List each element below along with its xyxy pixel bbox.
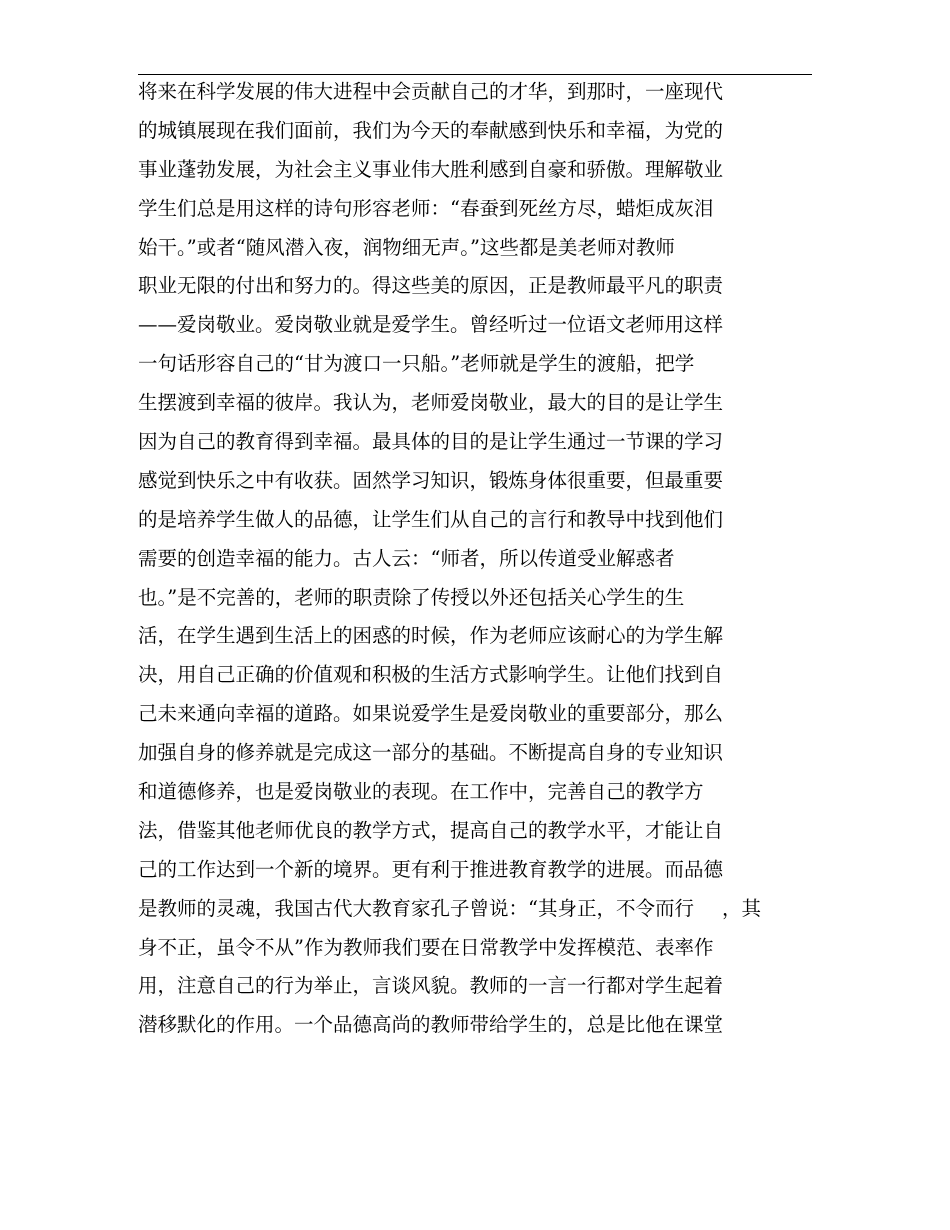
- text-line-20: 法，借鉴其他老师优良的教学方式，提高自己的教学水平，才能让自: [138, 818, 724, 842]
- text-line-21: 己的工作达到一个新的境界。更有利于推进教育教学的进展。而品德: [138, 857, 724, 881]
- text-line-23: 身不正，虽令不从”作为教师我们要在日常教学中发挥模范、表率作: [138, 935, 714, 959]
- text-line-12: 的是培养学生做人的品德，让学生们从自己的言行和教导中找到他们: [138, 507, 724, 531]
- text-line-13: 需要的创造幸福的能力。古人云：“师者，所以传道受业解惑者: [138, 546, 675, 570]
- text-line-22-tail: ，其: [721, 896, 761, 920]
- text-line-1: 将来在科学发展的伟大进程中会贡献自己的才华，到那时，一座现代: [138, 80, 724, 103]
- text-line-4: 学生们总是用这样的诗句形容老师：“春蚕到死丝方尽，蜡炬成灰泪: [138, 196, 714, 220]
- text-line-9: 生摆渡到幸福的彼岸。我认为，老师爱岗敬业，最大的目的是让学生: [138, 391, 724, 415]
- text-line-10: 因为自己的教育得到幸福。最具体的目的是让学生通过一节课的学习: [138, 430, 724, 454]
- text-line-6: 职业无限的付出和努力的。得这些美的原因，正是教师最平凡的职责: [138, 274, 724, 298]
- text-line-14: 也。”是不完善的，老师的职责除了传授以外还包括关心学生的生: [138, 585, 685, 609]
- text-line-11: 感觉到快乐之中有收获。固然学习知识，锻炼身体很重要，但最重要: [138, 468, 724, 492]
- text-line-17: 己未来通向幸福的道路。如果说爱学生是爱岗敬业的重要部分，那么: [138, 702, 724, 726]
- text-line-7: ——爱岗敬业。爱岗敬业就是爱学生。曾经听过一位语文老师用这样: [138, 313, 724, 337]
- text-line-16: 决，用自己正确的价值观和积极的生活方式影响学生。让他们找到自: [138, 663, 724, 687]
- text-line-19: 和道德修养，也是爱岗敬业的表现。在工作中，完善自己的教学方: [138, 780, 704, 804]
- document-body: [138, 73, 818, 1045]
- text-line-15: 活，在学生遇到生活上的困惑的时候，作为老师应该耐心的为学生解: [138, 624, 724, 648]
- text-line-2: 的城镇展现在我们面前，我们为今天的奉献感到快乐和幸福，为党的: [138, 118, 724, 142]
- text-line-24: 用，注意自己的行为举止，言谈风貌。教师的一言一行都对学生起着: [138, 974, 724, 998]
- text-line-22-main: 是教师的灵魂，我国古代大教育家孔子曾说：“其身正，不令而行: [138, 896, 694, 920]
- text-line-22: [138, 890, 818, 929]
- text-line-3: 事业蓬勃发展，为社会主义事业伟大胜利感到自豪和骄傲。理解敬业: [138, 157, 724, 181]
- text-line-8: 一句话形容自己的“甘为渡口一只船。”老师就是学生的渡船，把学: [138, 352, 695, 376]
- text-line-5: 始干。”或者“随风潜入夜，润物细无声。”这些都是美老师对教师: [138, 235, 675, 259]
- text-line-18: 加强自身的修养就是完成这一部分的基础。不断提高自身的专业知识: [138, 741, 724, 765]
- text-line-25: 潜移默化的作用。一个品德高尚的教师带给学生的，总是比他在课堂: [138, 1013, 724, 1037]
